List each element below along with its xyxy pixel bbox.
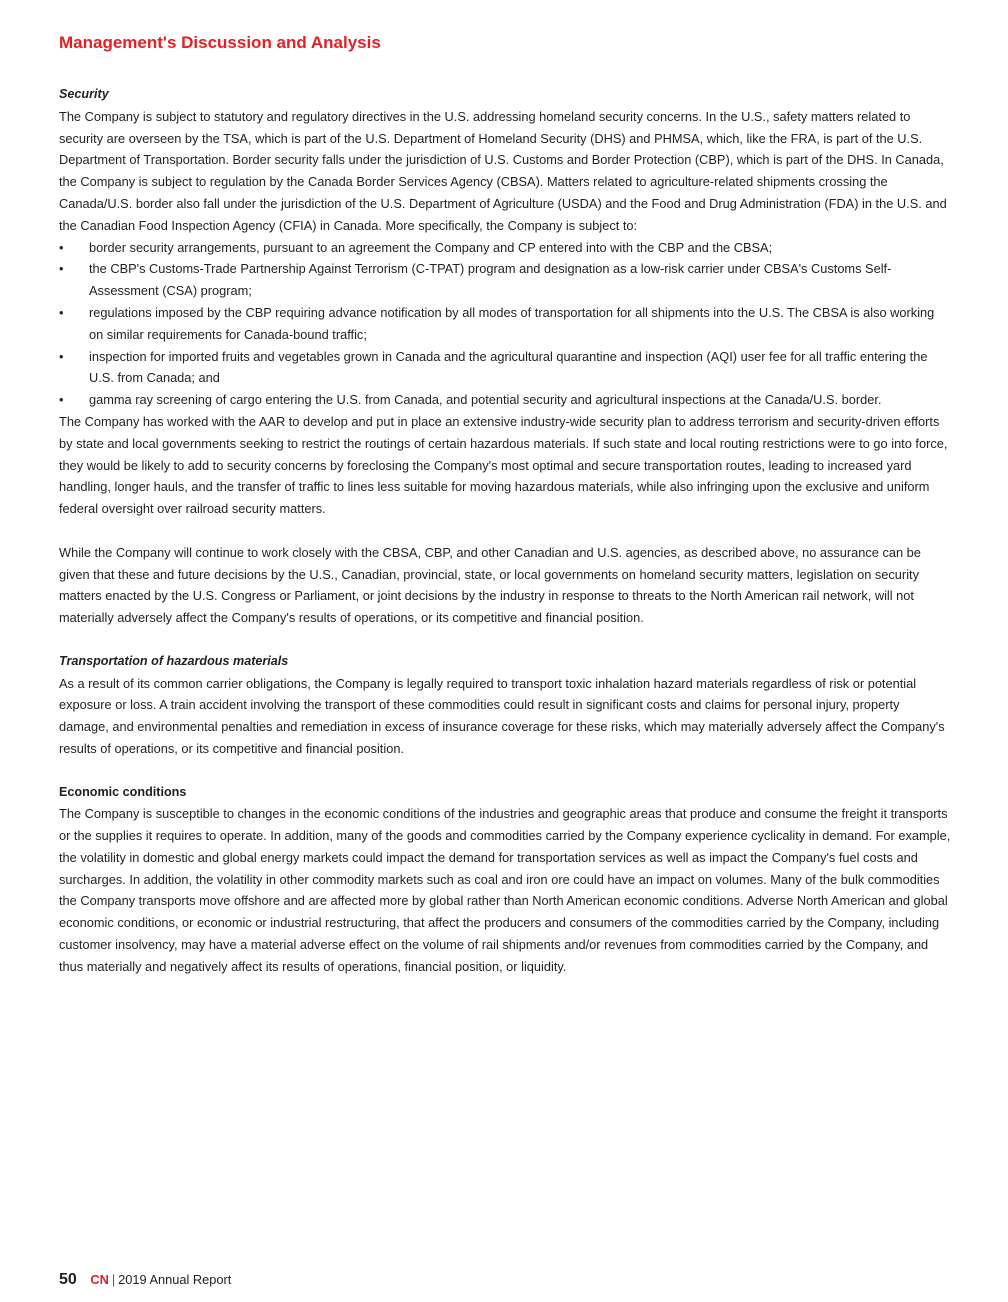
bullet-icon: • [59,348,64,364]
report-title: 2019 Annual Report [118,1272,232,1287]
list-item [59,237,951,259]
security-intro-paragraph: The Company is subject to statutory and regulatory directives in the U.S. addressing homeland security concerns. In the U.S., safety matters related to security are overseen by the TSA, which is part of the U.S. Department of Homeland Security (DHS) and PHMSA, which, like the FRA, is part of the U.S. Department of Transportation. Border security falls under the jurisdiction of U.S. Customs and Border Protection (CBP), which is part of the DHS. In Canada, the Company is subject to regulation by the Canada Border Services Agency (CBSA). Matters related to agriculture-related shipments crossing the Canada/U.S. border also fall under the jurisdiction of the U.S. Department of Agriculture (USDA) and the Food and Drug Administration (FDA) in the U.S. and the Canadian Food Inspection Agency (CFIA) in Canada. More specifically, the Company is subject to: [59,108,947,233]
footer-separator: | [111,1272,116,1287]
section-economic-conditions [59,782,951,978]
bullet-icon: • [59,392,64,408]
brand-logo-text: CN [90,1272,109,1287]
section-heading-hazardous-materials: Transportation of hazardous materials [59,653,289,668]
list-item [59,346,951,390]
bullet-icon: • [59,261,64,277]
list-item [59,258,951,302]
security-paragraph-3: While the Company will continue to work closely with the CBSA, CBP, and other Canadian and U.S. agencies, as described above, no assurance can be given that these and future decisions by the U.S., Canadian, provincial, state, or local governments on homeland security matters, legislation on security matters enacted by the U.S. Congress or Parliament, or joint decisions by the industry in response to threats to the North American rail network, will not materially adversely affect the Company's results of operations, or its competitive and financial position. [59,544,921,626]
section-security [59,84,951,629]
list-item [59,302,951,346]
page-number: 50 [59,1271,77,1288]
section-hazardous-materials [59,651,951,760]
list-item [59,389,951,411]
document-body [59,84,951,978]
section-heading-security: Security [59,87,109,101]
list-item-text: border security arrangements, pursuant to an agreement the Company and CP entered into with the CBP and the CBSA; [89,239,773,255]
bullet-icon: • [59,239,64,255]
list-item-text: regulations imposed by the CBP requiring advance notification by all modes of transportation for all shipments into the U.S. The CBSA is also working on similar requirements for Canada-bound traffic; [89,304,935,342]
section-spacer [59,760,951,782]
page-footer [59,1270,231,1290]
section-heading-economic-conditions: Economic conditions [59,784,187,799]
hazardous-paragraph: As a result of its common carrier obligations, the Company is legally required to transport toxic inhalation hazard materials regardless of risk or potential exposure or loss. A train accident involving the transport of these commodities could result in significant costs and claims for personal injury, property damage, and environmental penalties and remediation in excess of insurance coverage for these risks, which may materially adversely affect the Company's results of operations, or its competitive and financial position. [59,675,945,756]
section-spacer [59,629,951,651]
security-paragraph-2: The Company has worked with the AAR to develop and put in place an extensive industry-wide security plan to address terrorism and security-driven efforts by state and local governments seeking to restrict the routings of certain hazardous materials. If such state and local routing restrictions were to go into force, they would be likely to add to security concerns by foreclosing the Company's most optimal and secure transportation routes, leading to increased yard handling, longer hauls, and the transfer of traffic to lines less suitable for moving hazardous materials, while also infringing upon the exclusive and uniform federal oversight over railroad security matters. [59,413,948,517]
list-item-text: inspection for imported fruits and vegetables grown in Canada and the agricultural quarantine and inspection (AQI) user fee for all traffic entering the U.S. from Canada; and [89,348,928,386]
economic-paragraph: The Company is susceptible to changes in the economic conditions of the industries and geographic areas that produce and consume the freight it transports or the supplies it requires to operate. In addition, many of the goods and commodities carried by the Company experience cyclicality in demand. For example, the volatility in domestic and global energy markets could impact the demand for transportation services as well as impact the Company's fuel costs and surcharges. In addition, the volatility in other commodity markets such as coal and iron ore could have an impact on volumes. Many of the bulk commodities the Company transports move offshore and are affected more by global rather than North American economic conditions. Adverse North American and global economic conditions, or economic or industrial restructuring, that affect the producers and consumers of the commodities carried by the Company, including customer insolvency, may have a material adverse effect on the volume of rail shipments and/or revenues from commodities carried by the Company, and thus materially and negatively affect its results of operations, financial position, or liquidity. [59,806,951,974]
list-item-text: gamma ray screening of cargo entering the U.S. from Canada, and potential security and agricultural inspections at the Canada/U.S. border. [89,392,882,408]
list-item-text: the CBP's Customs-Trade Partnership Against Terrorism (C-TPAT) program and designation as a low-risk carrier under CBSA's Customs Self-Assessment (CSA) program; [89,261,892,299]
page-title: Management's Discussion and Analysis [59,33,381,52]
paragraph-spacer [59,520,951,542]
bullet-icon: • [59,304,64,320]
security-bullet-list [59,237,951,411]
